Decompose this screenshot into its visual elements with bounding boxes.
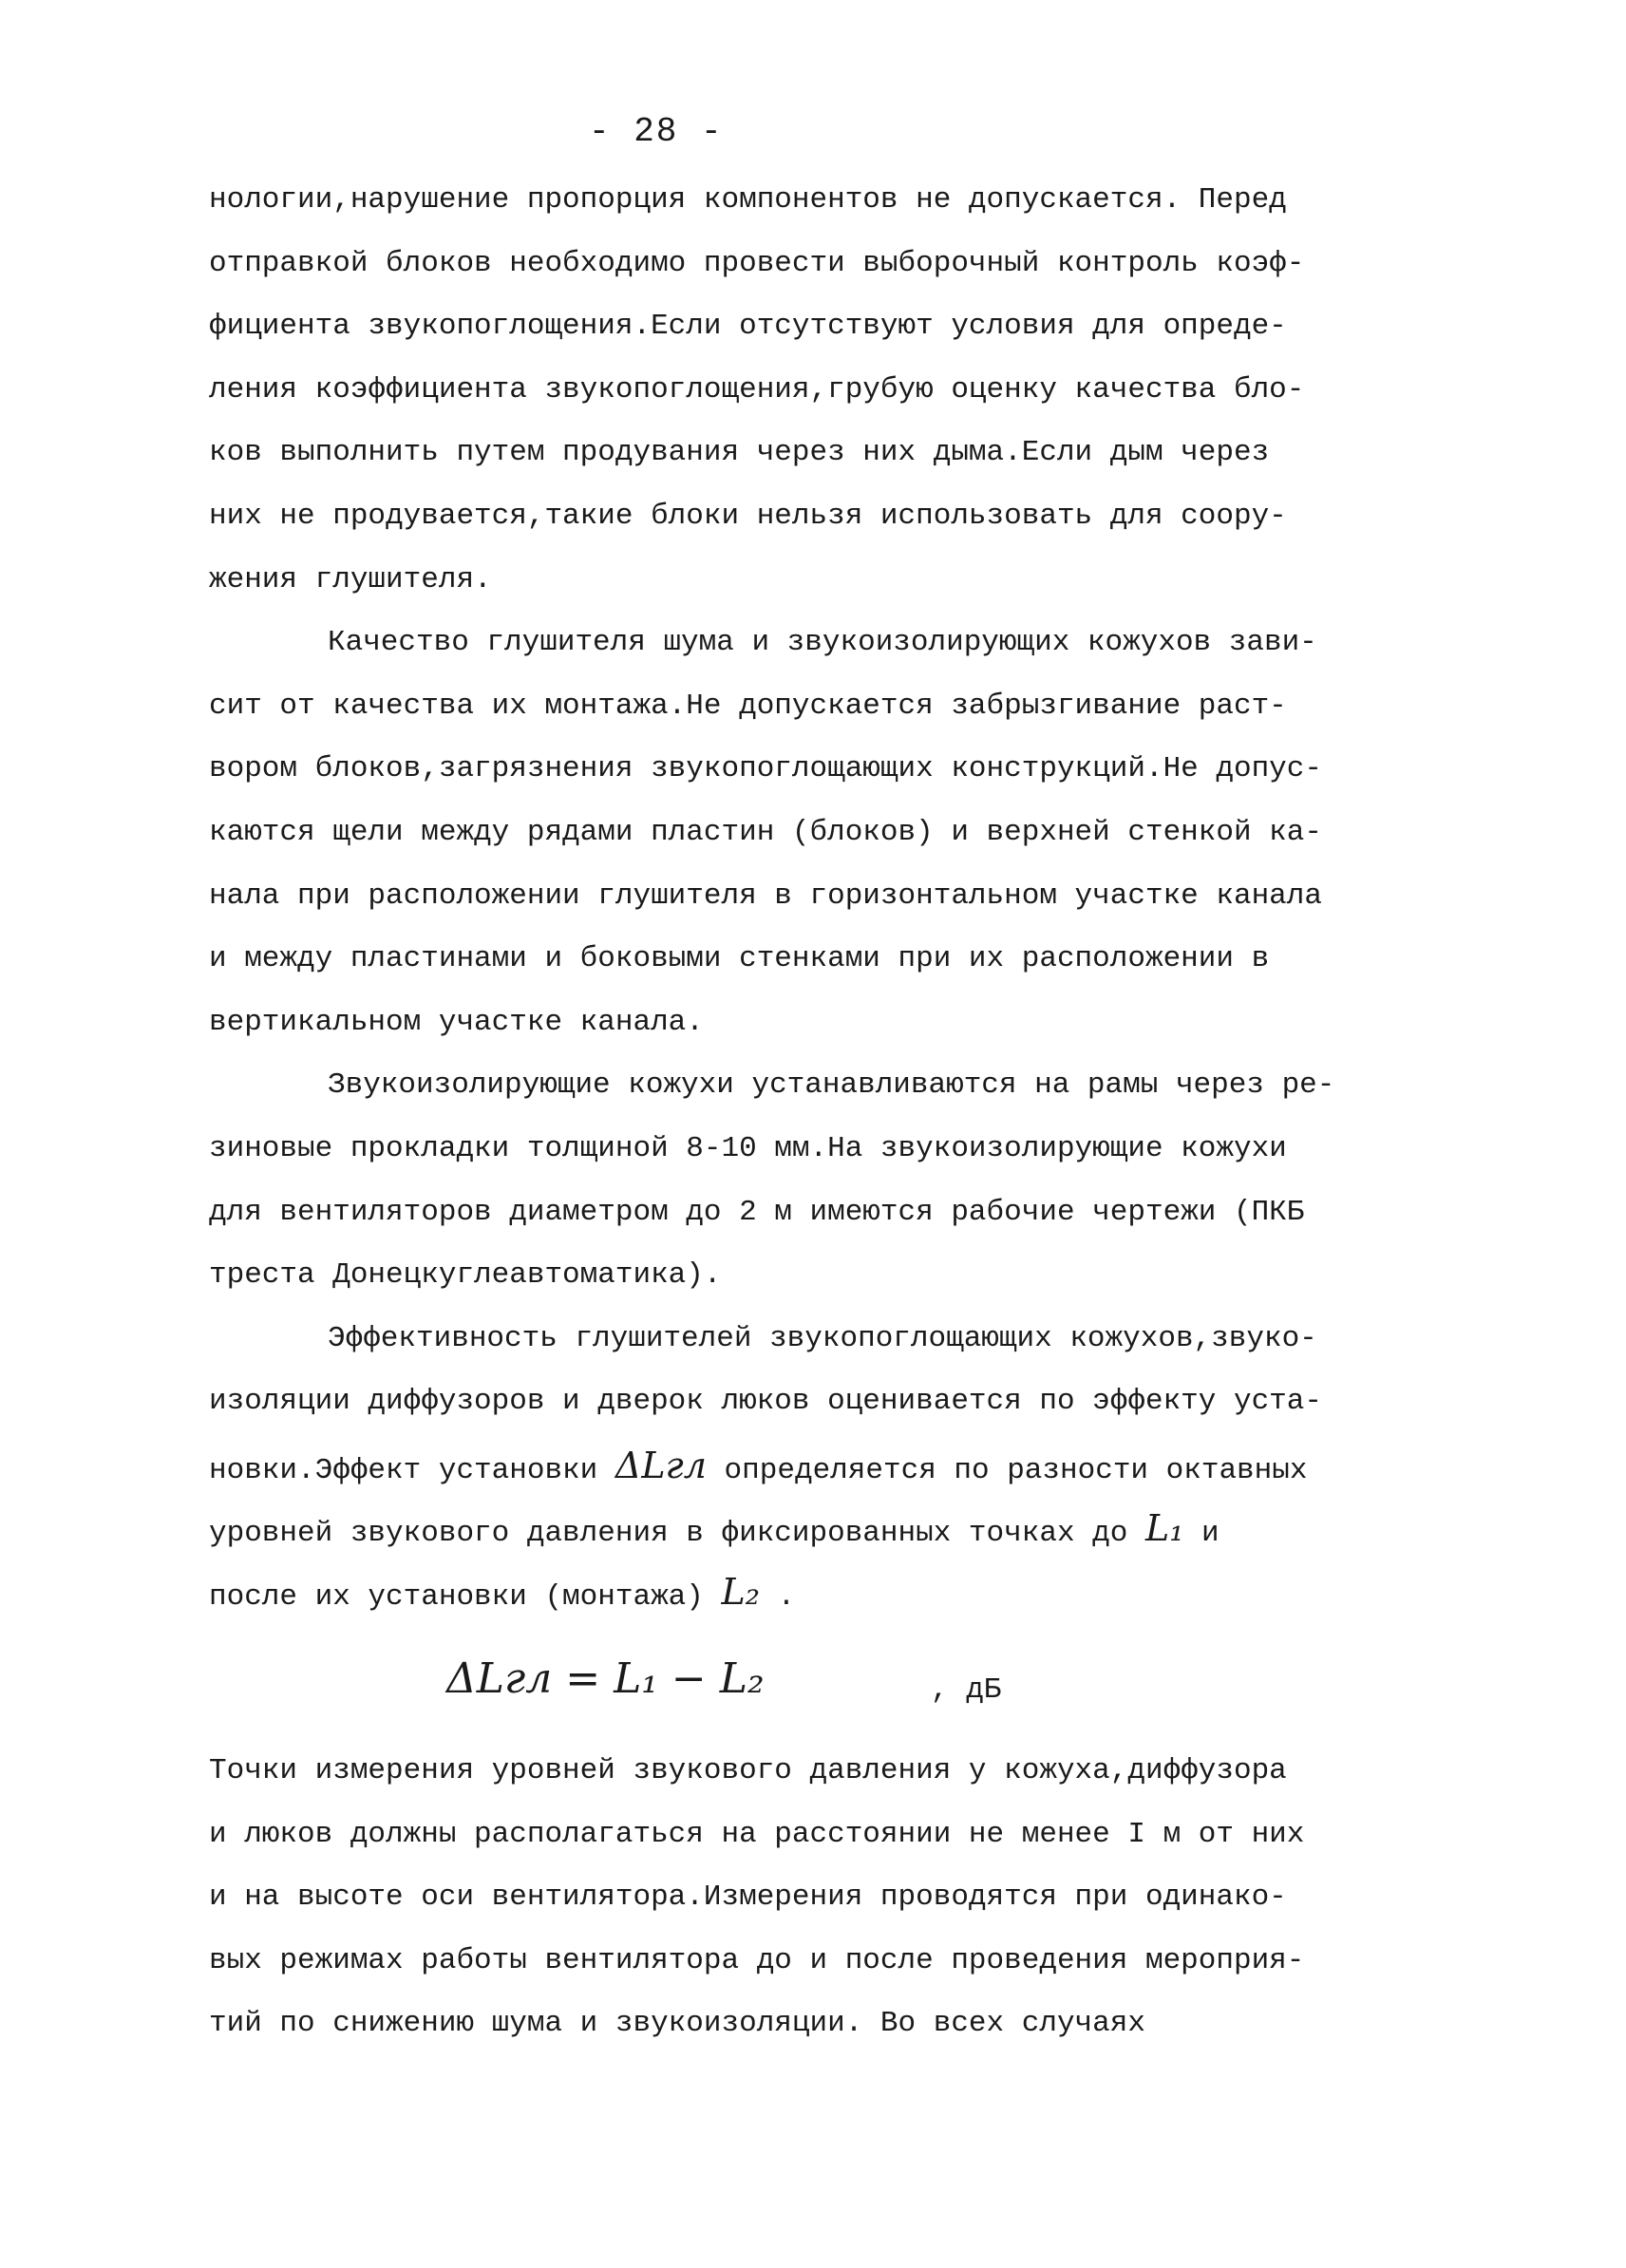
text-line: и люков должны располагаться на расстоянии не менее I м от них xyxy=(209,1817,1305,1851)
text-segment: новки.Эффект установки xyxy=(209,1453,615,1487)
formula-expression: ΔLгл = L₁ − L₂ xyxy=(446,1654,765,1703)
text-segment: после их установки (монтажа) xyxy=(209,1580,722,1615)
text-line: фициента звукопоглощения.Если отсутствуют условия для опреде- xyxy=(209,310,1287,344)
text-line: изоляции диффузоров и дверок люков оценивается по эффекту уста- xyxy=(209,1385,1322,1419)
symbol-delta-l-gl: ΔLгл xyxy=(614,1444,707,1486)
text-line: для вентиляторов диаметром до 2 м имеются рабочие чертежи (ПКБ xyxy=(209,1195,1305,1229)
text-line-after xyxy=(209,1560,1444,1624)
body-text-top xyxy=(209,169,1444,1624)
text-line: вертикальном участке канала. xyxy=(209,1005,704,1039)
text-line-levels xyxy=(209,1497,1444,1560)
text-line: каются щели между рядами пластин (блоков) и верхней стенкой ка- xyxy=(209,815,1322,849)
symbol-l2: L₂ xyxy=(721,1571,760,1614)
text-line: нологии,нарушение пропорция компонентов не допускается. Перед xyxy=(209,183,1287,217)
text-line: ков выполнить путем продувания через них дыма.Если дым через xyxy=(209,436,1270,470)
formula-unit: , дБ xyxy=(931,1673,1002,1707)
text-line: них не продувается,такие блоки нельзя использовать для соору- xyxy=(209,499,1287,533)
paragraph-start-line: Качество глушителя шума и звукоизолирующих кожухов зави- xyxy=(328,626,1317,660)
text-segment: определяется по разности октавных xyxy=(706,1453,1308,1487)
text-segment: и xyxy=(1183,1517,1220,1551)
text-line: ления коэффициента звукопоглощения,грубую оценку качества бло- xyxy=(209,372,1305,406)
symbol-l1: L₁ xyxy=(1144,1507,1184,1550)
text-line: отправкой блоков необходимо провести выборочный контроль коэф- xyxy=(209,246,1305,280)
text-line: и на высоте оси вентилятора.Измерения проводятся при одинако- xyxy=(209,1881,1287,1915)
text-line: зиновые прокладки толщиной 8-10 мм.На звукоизолирующие кожухи xyxy=(209,1131,1287,1165)
text-line: вором блоков,загрязнения звукопоглощающих конструкций.Не допус- xyxy=(209,752,1322,786)
text-segment: уровней звукового давления в фиксированных точках до xyxy=(209,1517,1145,1551)
text-line: Точки измерения уровней звукового давления у кожуха,диффузора xyxy=(209,1754,1287,1787)
text-line: нала при расположении глушителя в горизонтальном участке канала xyxy=(209,879,1322,913)
paragraph-start-line: Эффективность глушителей звукопоглощающих кожухов,звуко- xyxy=(328,1321,1317,1355)
page-number: - 28 - xyxy=(589,112,724,151)
text-line: жения глушителя. xyxy=(209,562,492,596)
text-line-effect xyxy=(209,1434,1444,1498)
text-line: и между пластинами и боковыми стенками при их расположении в xyxy=(209,942,1270,976)
text-line: тий по снижению шума и звукоизоляции. Во всех случаях xyxy=(209,2007,1145,2041)
text-segment: . xyxy=(759,1580,796,1615)
text-line: сит от качества их монтажа.Не допускается забрызгивание раст- xyxy=(209,689,1287,723)
paragraph-start-line: Звукоизолирующие кожухи устанавливаются на рамы через ре- xyxy=(328,1068,1335,1103)
text-line: треста Донецкуглеавтоматика). xyxy=(209,1258,722,1293)
body-text-bottom xyxy=(209,1740,1444,2056)
text-line: вых режимах работы вентилятора до и после проведения мероприя- xyxy=(209,1943,1305,1977)
